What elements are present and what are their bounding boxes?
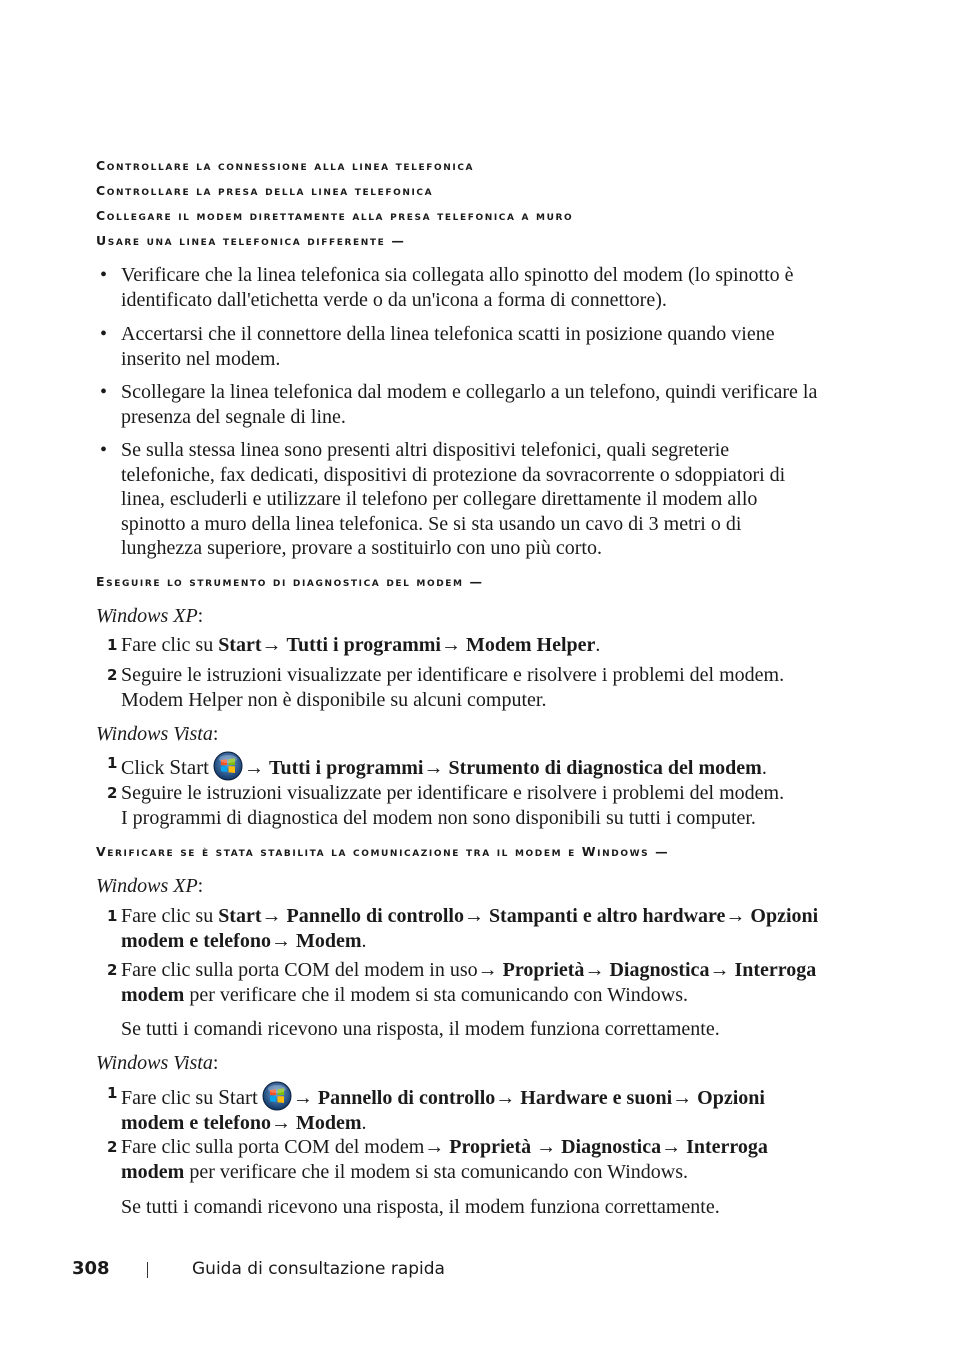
heading-check-phone-jack: Controllare la presa della linea telefonica xyxy=(96,183,434,198)
heading-connect-modem-wall: Collegare il modem direttamente alla presa telefonica a muro xyxy=(96,208,574,223)
bullet-symbol: • xyxy=(100,264,108,286)
bullet-symbol: • xyxy=(100,439,108,461)
step-number: 2 xyxy=(107,961,118,979)
heading-verify-communication: Verificare se è stata stabilita la comunicazione tra il modem e Windows — xyxy=(96,844,670,859)
step-verify-vista-1: Fare clic su Start → Pannello di controllo→ Hardware e suoni→ Opzioni modem e telefono→ Modem. xyxy=(121,1081,826,1136)
bullet-symbol: • xyxy=(100,323,108,345)
windows-start-orb-icon xyxy=(262,1081,292,1111)
step-diag-vista-1: Click Start → Tutti i programmi→ Strumento di diagnostica del modem. xyxy=(121,751,826,781)
step-diag-xp-2: Seguire le istruzioni visualizzate per identificare e risolvere i problemi del modem. Modem Helper non è disponibile su alcuni computer. xyxy=(121,664,785,711)
step-number: 1 xyxy=(107,1084,118,1102)
step-verify-xp-2: Fare clic sulla porta COM del modem in uso→ Proprietà→ Diagnostica→ Interroga modem per verificare che il modem si sta comunicando con Windows. xyxy=(121,959,817,1006)
bullet-item-4: Se sulla stessa linea sono presenti altri dispositivi telefonici, quali segreterie telefoniche, fax dedicati, dispositivi di protezione da sovracorrente o sdoppiatori di linea, escluderli e utilizzare il telefono per collegare direttamente il modem allo spinotto a muro della linea telefonica. Se si sta usando un cavo di 3 metri o di lunghezza superiore, provare a sostituirlo con uno più corto. xyxy=(121,439,786,559)
step-number: 2 xyxy=(107,666,118,684)
step-number: 1 xyxy=(107,907,118,925)
windows-start-orb-icon xyxy=(213,751,243,781)
os-label-vista: Windows Vista: xyxy=(96,723,219,745)
step-number: 2 xyxy=(107,784,118,802)
bullet-item-2: Accertarsi che il connettore della linea telefonica scatti in posizione quando viene inserito nel modem. xyxy=(121,323,775,370)
footer-title: Guida di consultazione rapida xyxy=(192,1259,445,1279)
os-label-vista: Windows Vista: xyxy=(96,1052,219,1074)
step-diag-vista-2: Seguire le istruzioni visualizzate per identificare e risolvere i problemi del modem. I programmi di diagnostica del modem non sono disponibili su tutti i computer. xyxy=(121,782,785,829)
bullet-item-3: Scollegare la linea telefonica dal modem e collegarlo a un telefono, quindi verificare la presenza del segnale di line. xyxy=(121,381,818,428)
step-verify-vista-2: Fare clic sulla porta COM del modem→ Proprietà → Diagnostica→ Interroga modem per verificare che il modem si sta comunicando con Windows. xyxy=(121,1136,768,1183)
bullet-item-1: Verificare che la linea telefonica sia collegata allo spinotto del modem (lo spinotto è identificato dall'etichetta verde o da un'icona a forma di connettore). xyxy=(121,264,794,311)
heading-use-different-line: Usare una linea telefonica differente — xyxy=(96,233,406,248)
step-number: 1 xyxy=(107,754,118,772)
step-number: 1 xyxy=(107,636,118,654)
step-number: 2 xyxy=(107,1138,118,1156)
step-diag-xp-1: Fare clic su Start→ Tutti i programmi→ Modem Helper. xyxy=(121,634,601,656)
os-label-xp: Windows XP: xyxy=(96,875,204,897)
bullet-symbol: • xyxy=(100,381,108,403)
heading-run-diagnostics: Eseguire lo strumento di diagnostica del modem — xyxy=(96,574,484,589)
page-number: 308 xyxy=(72,1258,110,1279)
step-verify-xp-result: Se tutti i comandi ricevono una risposta, il modem funziona correttamente. xyxy=(121,1018,720,1040)
step-verify-vista-result: Se tutti i comandi ricevono una risposta, il modem funziona correttamente. xyxy=(121,1196,720,1218)
footer-separator xyxy=(147,1262,148,1278)
step-verify-xp-1: Fare clic su Start→ Pannello di controllo→ Stampanti e altro hardware→ Opzioni modem e telefono→ Modem. xyxy=(121,905,819,952)
os-label-xp: Windows XP: xyxy=(96,605,204,627)
heading-check-phone-connection: Controllare la connessione alla linea telefonica xyxy=(96,158,475,173)
